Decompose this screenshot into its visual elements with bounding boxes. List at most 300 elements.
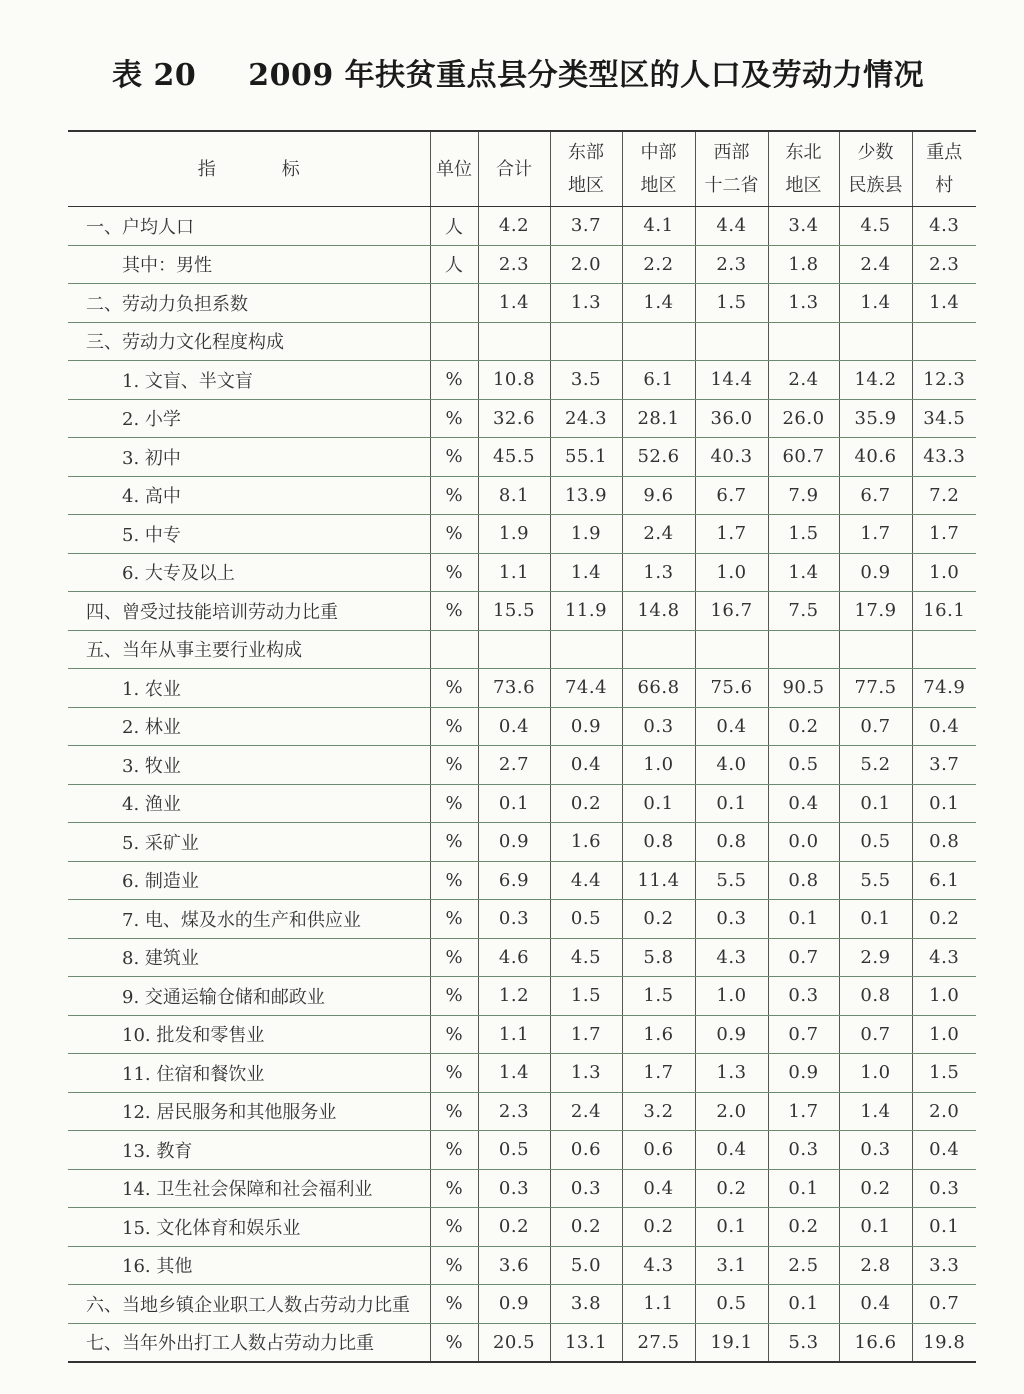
value-cell: 0.4 [695, 1131, 768, 1170]
table-row [68, 1285, 976, 1324]
value-cell: 0.3 [695, 900, 768, 939]
value-cell: 0.2 [622, 1208, 695, 1247]
row-label: 16. 其他 [68, 1246, 430, 1285]
value-cell: 0.4 [622, 1169, 695, 1208]
value-cell: 6.7 [695, 476, 768, 515]
value-cell: 0.5 [550, 900, 622, 939]
value-cell: 0.1 [839, 784, 912, 823]
value-cell: 74.9 [912, 669, 976, 708]
value-cell: 52.6 [622, 438, 695, 477]
value-cell: 16.6 [839, 1323, 912, 1362]
value-cell: 14.4 [695, 361, 768, 400]
row-label: 7. 电、煤及水的生产和供应业 [68, 900, 430, 939]
value-cell: 0.5 [695, 1285, 768, 1324]
value-cell: 0.2 [622, 900, 695, 939]
row-label: 5. 采矿业 [68, 823, 430, 862]
value-cell: 0.3 [768, 977, 839, 1016]
row-label: 四、曾受过技能培训劳动力比重 [68, 592, 430, 631]
row-unit: % [430, 669, 478, 708]
value-cell: 0.3 [622, 707, 695, 746]
value-cell: 3.8 [550, 1285, 622, 1324]
value-cell: 4.6 [478, 938, 550, 977]
value-cell: 0.9 [768, 1054, 839, 1093]
value-cell: 17.9 [839, 592, 912, 631]
value-cell: 0.2 [478, 1208, 550, 1247]
value-cell: 3.7 [912, 746, 976, 785]
row-label: 8. 建筑业 [68, 938, 430, 977]
value-cell: 0.4 [912, 1131, 976, 1170]
table-row [68, 746, 976, 785]
row-unit: % [430, 938, 478, 977]
value-cell: 2.4 [622, 515, 695, 554]
value-cell: 0.4 [912, 707, 976, 746]
value-cell: 20.5 [478, 1323, 550, 1362]
table-row [68, 669, 976, 708]
value-cell: 1.7 [695, 515, 768, 554]
value-cell: 0.9 [478, 823, 550, 862]
row-unit [430, 284, 478, 323]
value-cell: 1.3 [622, 553, 695, 592]
row-label: 2. 林业 [68, 707, 430, 746]
row-label: 9. 交通运输仓储和邮政业 [68, 977, 430, 1016]
value-cell: 1.7 [912, 515, 976, 554]
table-row [68, 900, 976, 939]
value-cell: 1.0 [695, 977, 768, 1016]
value-cell: 36.0 [695, 399, 768, 438]
row-unit: % [430, 707, 478, 746]
value-cell: 1.4 [839, 1092, 912, 1131]
row-unit [430, 630, 478, 669]
value-cell: 15.5 [478, 592, 550, 631]
value-cell: 60.7 [768, 438, 839, 477]
value-cell: 4.2 [478, 207, 550, 246]
header-northeast: 东北 地区 [768, 131, 839, 207]
row-unit: % [430, 438, 478, 477]
value-cell: 0.9 [550, 707, 622, 746]
value-cell: 2.3 [478, 1092, 550, 1131]
value-cell: 13.1 [550, 1323, 622, 1362]
row-unit: % [430, 1323, 478, 1362]
value-cell: 0.2 [912, 900, 976, 939]
value-cell: 1.8 [768, 245, 839, 284]
row-unit: % [430, 784, 478, 823]
value-cell [839, 630, 912, 669]
value-cell: 0.1 [912, 1208, 976, 1247]
row-label: 6. 大专及以上 [68, 553, 430, 592]
row-label: 15. 文化体育和娱乐业 [68, 1208, 430, 1247]
value-cell: 1.3 [768, 284, 839, 323]
value-cell: 1.0 [912, 977, 976, 1016]
value-cell: 0.6 [622, 1131, 695, 1170]
value-cell: 0.1 [695, 784, 768, 823]
value-cell [478, 630, 550, 669]
value-cell: 34.5 [912, 399, 976, 438]
value-cell: 28.1 [622, 399, 695, 438]
row-label: 2. 小学 [68, 399, 430, 438]
value-cell: 0.4 [695, 707, 768, 746]
table-row [68, 438, 976, 477]
value-cell: 6.1 [622, 361, 695, 400]
value-cell: 4.3 [622, 1246, 695, 1285]
value-cell [695, 322, 768, 361]
value-cell: 0.3 [768, 1131, 839, 1170]
value-cell: 0.1 [912, 784, 976, 823]
value-cell: 0.5 [768, 746, 839, 785]
value-cell [550, 630, 622, 669]
value-cell: 0.1 [768, 900, 839, 939]
row-label: 11. 住宿和餐饮业 [68, 1054, 430, 1093]
row-label: 三、劳动力文化程度构成 [68, 322, 430, 361]
value-cell: 0.2 [839, 1169, 912, 1208]
value-cell: 27.5 [622, 1323, 695, 1362]
row-unit: % [430, 1131, 478, 1170]
header-minority: 少数 民族县 [839, 131, 912, 207]
value-cell: 4.1 [622, 207, 695, 246]
value-cell: 0.4 [768, 784, 839, 823]
value-cell: 2.5 [768, 1246, 839, 1285]
row-unit: % [430, 746, 478, 785]
value-cell: 0.3 [478, 1169, 550, 1208]
row-label: 12. 居民服务和其他服务业 [68, 1092, 430, 1131]
value-cell: 4.3 [912, 938, 976, 977]
value-cell: 0.8 [622, 823, 695, 862]
value-cell: 0.7 [839, 707, 912, 746]
value-cell: 2.2 [622, 245, 695, 284]
value-cell: 1.4 [622, 284, 695, 323]
value-cell: 0.3 [550, 1169, 622, 1208]
value-cell: 0.3 [478, 900, 550, 939]
value-cell: 1.4 [768, 553, 839, 592]
value-cell: 1.4 [550, 553, 622, 592]
header-unit: 单位 [430, 131, 478, 207]
value-cell: 11.4 [622, 861, 695, 900]
value-cell: 55.1 [550, 438, 622, 477]
value-cell: 5.8 [622, 938, 695, 977]
value-cell: 6.1 [912, 861, 976, 900]
value-cell [912, 630, 976, 669]
row-label: 七、当年外出打工人数占劳动力比重 [68, 1323, 430, 1362]
value-cell: 90.5 [768, 669, 839, 708]
data-table [68, 130, 976, 1363]
value-cell: 0.9 [478, 1285, 550, 1324]
value-cell: 32.6 [478, 399, 550, 438]
value-cell: 10.8 [478, 361, 550, 400]
value-cell: 0.2 [768, 707, 839, 746]
value-cell: 1.5 [695, 284, 768, 323]
table-row [68, 1092, 976, 1131]
value-cell: 0.1 [839, 1208, 912, 1247]
value-cell: 1.3 [550, 1054, 622, 1093]
value-cell: 1.0 [695, 553, 768, 592]
row-unit: 人 [430, 207, 478, 246]
value-cell: 3.7 [550, 207, 622, 246]
table-number: 表 20 [112, 58, 197, 93]
value-cell: 1.0 [622, 746, 695, 785]
value-cell: 1.5 [912, 1054, 976, 1093]
row-unit: % [430, 1208, 478, 1247]
value-cell: 1.6 [622, 1015, 695, 1054]
row-label: 13. 教育 [68, 1131, 430, 1170]
value-cell: 14.8 [622, 592, 695, 631]
value-cell: 1.4 [912, 284, 976, 323]
value-cell: 66.8 [622, 669, 695, 708]
value-cell: 1.7 [768, 1092, 839, 1131]
row-label: 1. 文盲、半文盲 [68, 361, 430, 400]
value-cell: 1.0 [912, 1015, 976, 1054]
value-cell: 5.3 [768, 1323, 839, 1362]
value-cell: 11.9 [550, 592, 622, 631]
value-cell: 9.6 [622, 476, 695, 515]
value-cell: 0.5 [839, 823, 912, 862]
table-caption: 2009 年扶贫重点县分类型区的人口及劳动力情况 [248, 58, 925, 93]
value-cell: 0.7 [768, 1015, 839, 1054]
value-cell: 4.0 [695, 746, 768, 785]
value-cell: 4.5 [550, 938, 622, 977]
table-row [68, 1169, 976, 1208]
value-cell: 1.3 [550, 284, 622, 323]
value-cell: 1.1 [478, 1015, 550, 1054]
value-cell: 3.5 [550, 361, 622, 400]
value-cell: 4.5 [839, 207, 912, 246]
header-row [68, 131, 976, 207]
value-cell: 0.8 [839, 977, 912, 1016]
row-label: 二、劳动力负担系数 [68, 284, 430, 323]
value-cell: 1.1 [478, 553, 550, 592]
value-cell: 43.3 [912, 438, 976, 477]
value-cell: 26.0 [768, 399, 839, 438]
value-cell: 1.5 [768, 515, 839, 554]
row-unit: % [430, 1054, 478, 1093]
row-unit: % [430, 1015, 478, 1054]
value-cell: 5.2 [839, 746, 912, 785]
value-cell: 5.5 [839, 861, 912, 900]
value-cell: 0.5 [478, 1131, 550, 1170]
value-cell: 0.9 [695, 1015, 768, 1054]
table-row [68, 938, 976, 977]
row-unit: % [430, 1169, 478, 1208]
value-cell: 2.0 [912, 1092, 976, 1131]
value-cell: 1.7 [839, 515, 912, 554]
row-label: 3. 牧业 [68, 746, 430, 785]
value-cell: 4.3 [912, 207, 976, 246]
value-cell: 3.4 [768, 207, 839, 246]
value-cell: 0.1 [478, 784, 550, 823]
value-cell: 1.2 [478, 977, 550, 1016]
value-cell: 14.2 [839, 361, 912, 400]
value-cell: 4.3 [695, 938, 768, 977]
row-label: 五、当年从事主要行业构成 [68, 630, 430, 669]
value-cell: 0.2 [768, 1208, 839, 1247]
row-label: 4. 高中 [68, 476, 430, 515]
value-cell: 2.7 [478, 746, 550, 785]
header-west: 西部 十二省 [695, 131, 768, 207]
header-indicator: 指 标 [68, 131, 430, 207]
header-east: 东部 地区 [550, 131, 622, 207]
value-cell: 0.8 [768, 861, 839, 900]
row-unit [430, 322, 478, 361]
value-cell [912, 322, 976, 361]
row-unit: % [430, 399, 478, 438]
value-cell: 35.9 [839, 399, 912, 438]
value-cell: 74.4 [550, 669, 622, 708]
value-cell: 40.6 [839, 438, 912, 477]
table-row [68, 1054, 976, 1093]
table-row [68, 361, 976, 400]
value-cell: 0.8 [695, 823, 768, 862]
value-cell: 2.3 [695, 245, 768, 284]
value-cell: 7.5 [768, 592, 839, 631]
value-cell: 2.0 [695, 1092, 768, 1131]
value-cell: 0.4 [550, 746, 622, 785]
table-row [68, 1208, 976, 1247]
row-unit: % [430, 861, 478, 900]
value-cell: 6.7 [839, 476, 912, 515]
value-cell: 2.0 [550, 245, 622, 284]
value-cell: 3.2 [622, 1092, 695, 1131]
value-cell [695, 630, 768, 669]
table-row [68, 322, 976, 361]
value-cell: 0.3 [912, 1169, 976, 1208]
value-cell: 0.1 [768, 1285, 839, 1324]
row-unit: % [430, 900, 478, 939]
value-cell: 0.7 [912, 1285, 976, 1324]
value-cell: 7.2 [912, 476, 976, 515]
value-cell [550, 322, 622, 361]
table-row [68, 823, 976, 862]
table-row [68, 553, 976, 592]
value-cell [622, 322, 695, 361]
value-cell: 0.7 [768, 938, 839, 977]
table-row [68, 861, 976, 900]
header-key: 重点 村 [912, 131, 976, 207]
value-cell: 2.3 [478, 245, 550, 284]
value-cell: 1.0 [839, 1054, 912, 1093]
row-label: 4. 渔业 [68, 784, 430, 823]
value-cell: 0.4 [839, 1285, 912, 1324]
value-cell: 73.6 [478, 669, 550, 708]
value-cell: 2.9 [839, 938, 912, 977]
value-cell: 1.9 [478, 515, 550, 554]
row-unit: % [430, 977, 478, 1016]
row-unit: % [430, 1092, 478, 1131]
table-row [68, 784, 976, 823]
row-label: 1. 农业 [68, 669, 430, 708]
value-cell: 0.1 [839, 900, 912, 939]
value-cell: 2.4 [550, 1092, 622, 1131]
row-label: 六、当地乡镇企业职工人数占劳动力比重 [68, 1285, 430, 1324]
value-cell: 0.3 [839, 1131, 912, 1170]
value-cell [768, 322, 839, 361]
value-cell: 2.4 [839, 245, 912, 284]
value-cell: 1.5 [622, 977, 695, 1016]
value-cell: 5.0 [550, 1246, 622, 1285]
value-cell: 0.1 [622, 784, 695, 823]
value-cell [478, 322, 550, 361]
value-cell: 0.9 [839, 553, 912, 592]
table-row [68, 1015, 976, 1054]
row-unit: % [430, 361, 478, 400]
value-cell: 16.7 [695, 592, 768, 631]
row-unit: % [430, 823, 478, 862]
value-cell: 1.1 [622, 1285, 695, 1324]
value-cell: 77.5 [839, 669, 912, 708]
value-cell: 19.8 [923, 1331, 966, 1353]
value-cell [768, 630, 839, 669]
value-cell: 0.4 [478, 707, 550, 746]
table-row [68, 476, 976, 515]
value-cell: 1.6 [550, 823, 622, 862]
table-row [68, 207, 976, 246]
value-cell: 3.1 [695, 1246, 768, 1285]
value-cell: 7.9 [768, 476, 839, 515]
table-row [68, 630, 976, 669]
value-cell: 1.4 [478, 1054, 550, 1093]
row-label: 14. 卫生社会保障和社会福利业 [68, 1169, 430, 1208]
table-title [112, 50, 924, 94]
value-cell: 13.9 [550, 476, 622, 515]
value-cell [622, 630, 695, 669]
value-cell: 19.1 [695, 1323, 768, 1362]
value-cell: 16.1 [912, 592, 976, 631]
value-cell: 5.5 [695, 861, 768, 900]
header-central: 中部 地区 [622, 131, 695, 207]
value-cell: 24.3 [550, 399, 622, 438]
row-unit: % [430, 1246, 478, 1285]
value-cell: 0.1 [768, 1169, 839, 1208]
value-cell: 6.9 [478, 861, 550, 900]
row-label: 其中：男性 [68, 245, 430, 284]
row-label: 5. 中专 [68, 515, 430, 554]
value-cell: 1.4 [839, 284, 912, 323]
value-cell: 3.6 [478, 1246, 550, 1285]
table-row [68, 977, 976, 1016]
value-cell: 8.1 [478, 476, 550, 515]
value-cell: 2.3 [912, 245, 976, 284]
value-cell: 0.1 [695, 1208, 768, 1247]
table-row [68, 707, 976, 746]
value-cell: 0.2 [550, 1208, 622, 1247]
value-cell: 4.4 [695, 207, 768, 246]
value-cell: 45.5 [478, 438, 550, 477]
table-row [68, 1246, 976, 1285]
value-cell: 1.7 [550, 1015, 622, 1054]
table-row [68, 1323, 976, 1362]
row-label: 一、户均人口 [68, 207, 430, 246]
table-body [68, 207, 976, 1363]
row-unit: % [430, 592, 478, 631]
value-cell: 40.3 [695, 438, 768, 477]
value-cell: 0.2 [695, 1169, 768, 1208]
row-unit: % [430, 553, 478, 592]
value-cell: 12.3 [912, 361, 976, 400]
row-unit: % [430, 1285, 478, 1324]
table-row [68, 515, 976, 554]
row-label: 3. 初中 [68, 438, 430, 477]
row-label: 10. 批发和零售业 [68, 1015, 430, 1054]
value-cell [839, 322, 912, 361]
table-row [68, 245, 976, 284]
row-unit: 人 [430, 245, 478, 284]
table-row [68, 1131, 976, 1170]
value-cell: 4.4 [550, 861, 622, 900]
value-cell: 0.2 [550, 784, 622, 823]
value-cell: 1.7 [622, 1054, 695, 1093]
row-unit: % [430, 515, 478, 554]
value-cell: 1.0 [912, 553, 976, 592]
value-cell: 2.8 [839, 1246, 912, 1285]
value-cell: 1.5 [550, 977, 622, 1016]
value-cell: 0.0 [768, 823, 839, 862]
